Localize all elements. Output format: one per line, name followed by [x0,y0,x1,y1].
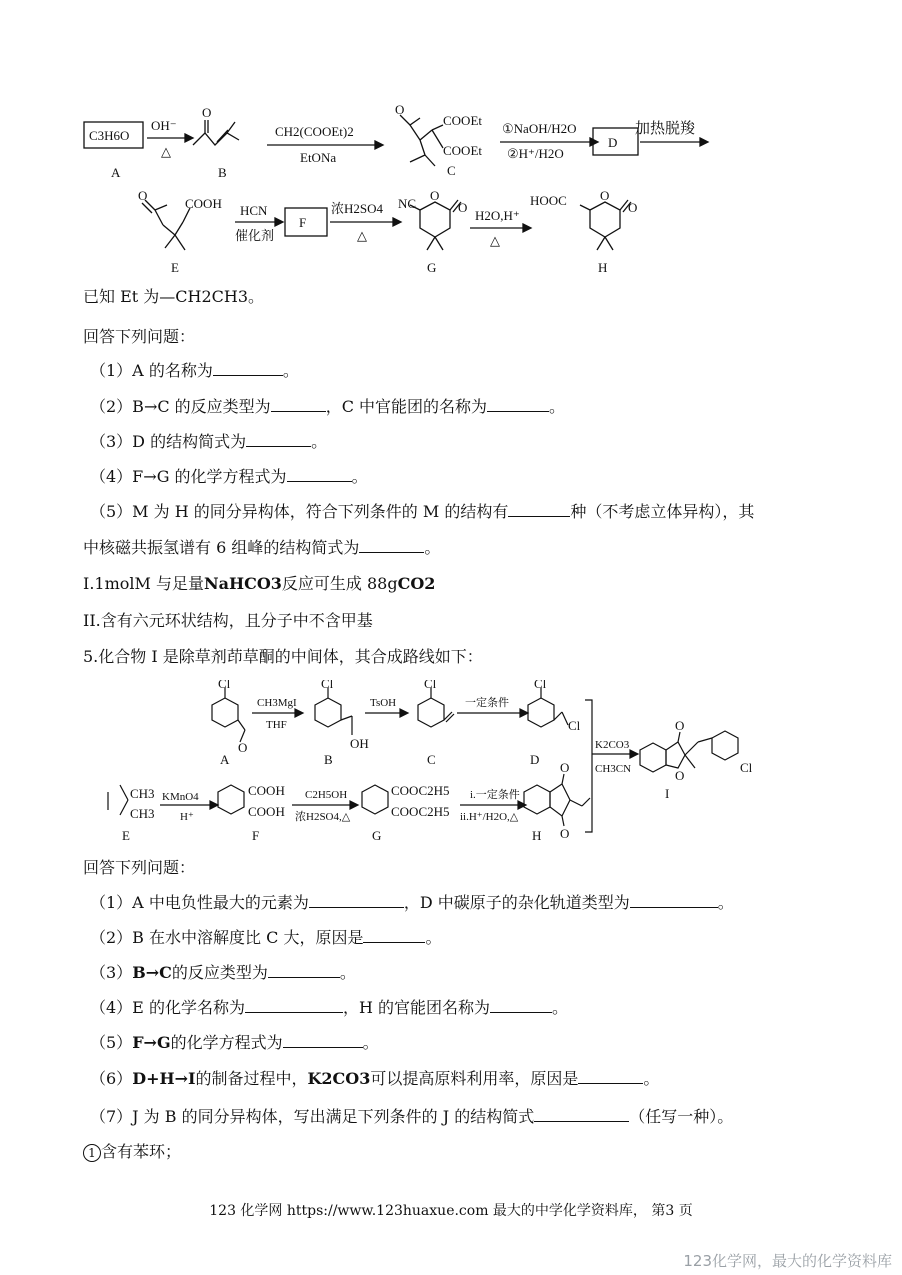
svg-text:COOH: COOH [185,196,222,211]
svg-text:E: E [122,828,130,843]
svg-text:O: O [138,188,148,203]
svg-text:Cl: Cl [218,680,231,691]
svg-text:②H⁺/H2O: ②H⁺/H2O [507,146,564,161]
svg-text:O: O [560,760,570,775]
svg-text:C: C [427,752,436,767]
svg-text:CH3: CH3 [130,806,155,821]
answer-prompt-1: 回答下列问题： [83,327,196,346]
svg-text:HOOC: HOOC [530,193,567,208]
svg-text:Cl: Cl [534,680,547,691]
svg-text:①NaOH/H2O: ①NaOH/H2O [502,121,577,136]
svg-text:Cl: Cl [321,680,334,691]
svg-text:ii.H⁺/H2O,△: ii.H⁺/H2O,△ [460,811,519,823]
part-6: （6）D+H→I的制备过程中，K2CO3可以提高原料利用率，原因是 。 [90,1069,660,1088]
part-7-condition: 1 含有苯环； [83,1142,181,1162]
svg-text:COOC2H5: COOC2H5 [391,804,450,819]
question-2: （2）B→C 的反应类型为 ，C 中官能团的名称为 。 [90,397,566,416]
svg-text:TsOH: TsOH [370,697,397,709]
condition-1: I.1molM 与足量NaHCO3反应可生成 88gCO2 [83,574,436,593]
svg-text:H: H [598,260,608,275]
svg-text:OH: OH [350,736,369,751]
svg-text:Cl: Cl [424,680,437,691]
synthesis-scheme-2 [100,680,780,850]
svg-text:B: B [324,752,333,767]
problem-5-title: 5.化合物 I 是除草剂茚草酮的中间体，其合成路线如下： [83,647,483,666]
svg-text:H2O,H⁺: H2O,H⁺ [475,208,520,223]
svg-text:O: O [238,740,248,755]
question-5a: （5）M 为 H 的同分异构体，符合下列条件的 M 的结构有 种（不考虑立体异构），其 [90,502,755,521]
svg-text:CH3MgI: CH3MgI [257,697,297,709]
svg-text:COOC2H5: COOC2H5 [391,783,450,798]
question-5b: 中核磁共振氢谱有 6 组峰的结构简式为 。 [83,538,441,557]
svg-text:B: B [218,165,227,180]
svg-text:F: F [252,828,260,843]
svg-text:THF: THF [266,719,287,731]
part-2: （2）B 在水中溶解度比 C 大，原因是 。 [90,928,442,947]
svg-text:D: D [608,135,618,150]
known-note: 已知 Et 为—CH2CH3。 [83,287,265,306]
question-3: （3）D 的结构简式为 。 [90,432,328,451]
synthesis-scheme-1 [75,100,735,285]
svg-text:HCN: HCN [240,203,268,218]
svg-text:O: O [202,105,212,120]
svg-text:Cl: Cl [740,760,753,775]
svg-text:COOEt: COOEt [443,113,482,128]
svg-text:A: A [220,752,230,767]
svg-text:C: C [447,163,456,178]
svg-text:O: O [628,200,638,215]
part-1: （1）A 中电负性最大的元素为 ，D 中碳原子的杂化轨道类型为 。 [90,893,734,912]
condition-2: II.含有六元环状结构，且分子中不含甲基 [83,611,373,630]
svg-text:浓H2SO4,△: 浓H2SO4,△ [295,811,351,823]
svg-text:D: D [530,752,540,767]
svg-text:O: O [560,826,570,841]
question-4: （4）F→G 的化学方程式为 。 [90,467,368,486]
svg-text:O: O [600,188,610,203]
part-4: （4）E 的化学名称为 ，H 的官能团名称为 。 [90,998,569,1017]
page-footer: 123 化学网 https://www.123huaxue.com 最大的中学化学资料库， 第3 页 [209,1203,693,1219]
svg-text:I: I [665,786,670,801]
svg-text:NC: NC [398,196,417,211]
svg-text:浓H2SO4: 浓H2SO4 [331,201,384,216]
svg-text:COOH: COOH [248,783,285,798]
svg-text:O: O [458,200,468,215]
svg-text:G: G [372,828,382,843]
svg-text:△: △ [357,228,367,243]
svg-text:E: E [171,260,179,275]
part-5: （5）F→G的化学方程式为 。 [90,1033,379,1052]
svg-text:Cl: Cl [568,718,581,733]
svg-text:一定条件: 一定条件 [465,697,509,709]
svg-text:OH⁻: OH⁻ [151,118,177,133]
scheme1-A-formula: C3H6O [89,128,130,143]
part-3: （3）B→C的反应类型为 。 [90,963,356,982]
svg-text:COOH: COOH [248,804,285,819]
svg-text:EtONa: EtONa [300,150,337,165]
svg-text:CH3CN: CH3CN [595,763,632,775]
svg-text:H: H [532,828,542,843]
question-1: （1）A 的名称为 。 [90,361,299,380]
svg-text:△: △ [161,144,171,159]
svg-text:i.一定条件: i.一定条件 [470,789,520,801]
svg-text:C2H5OH: C2H5OH [305,789,348,801]
part-7: （7）J 为 B 的同分异构体，写出满足下列条件的 J 的结构简式 （任写一种）。 [90,1107,734,1126]
svg-text:KMnO4: KMnO4 [162,791,199,803]
svg-text:CH3: CH3 [130,786,155,801]
svg-text:K2CO3: K2CO3 [595,739,630,751]
svg-text:COOEt: COOEt [443,143,482,158]
svg-text:O: O [675,718,685,733]
svg-text:加热脱羧: 加热脱羧 [635,121,696,137]
svg-text:F: F [299,215,307,230]
svg-text:H⁺: H⁺ [180,811,194,823]
answer-prompt-2: 回答下列问题： [83,858,196,877]
svg-text:O: O [395,102,405,117]
svg-text:O: O [675,768,685,783]
svg-text:G: G [427,260,437,275]
svg-text:△: △ [490,233,500,248]
watermark: 123化学网，最大的化学资料库 [683,1252,892,1270]
svg-text:A: A [111,165,121,180]
svg-text:CH2(COOEt)2: CH2(COOEt)2 [275,124,354,139]
svg-text:O: O [430,188,440,203]
svg-text:催化剂: 催化剂 [235,228,275,243]
